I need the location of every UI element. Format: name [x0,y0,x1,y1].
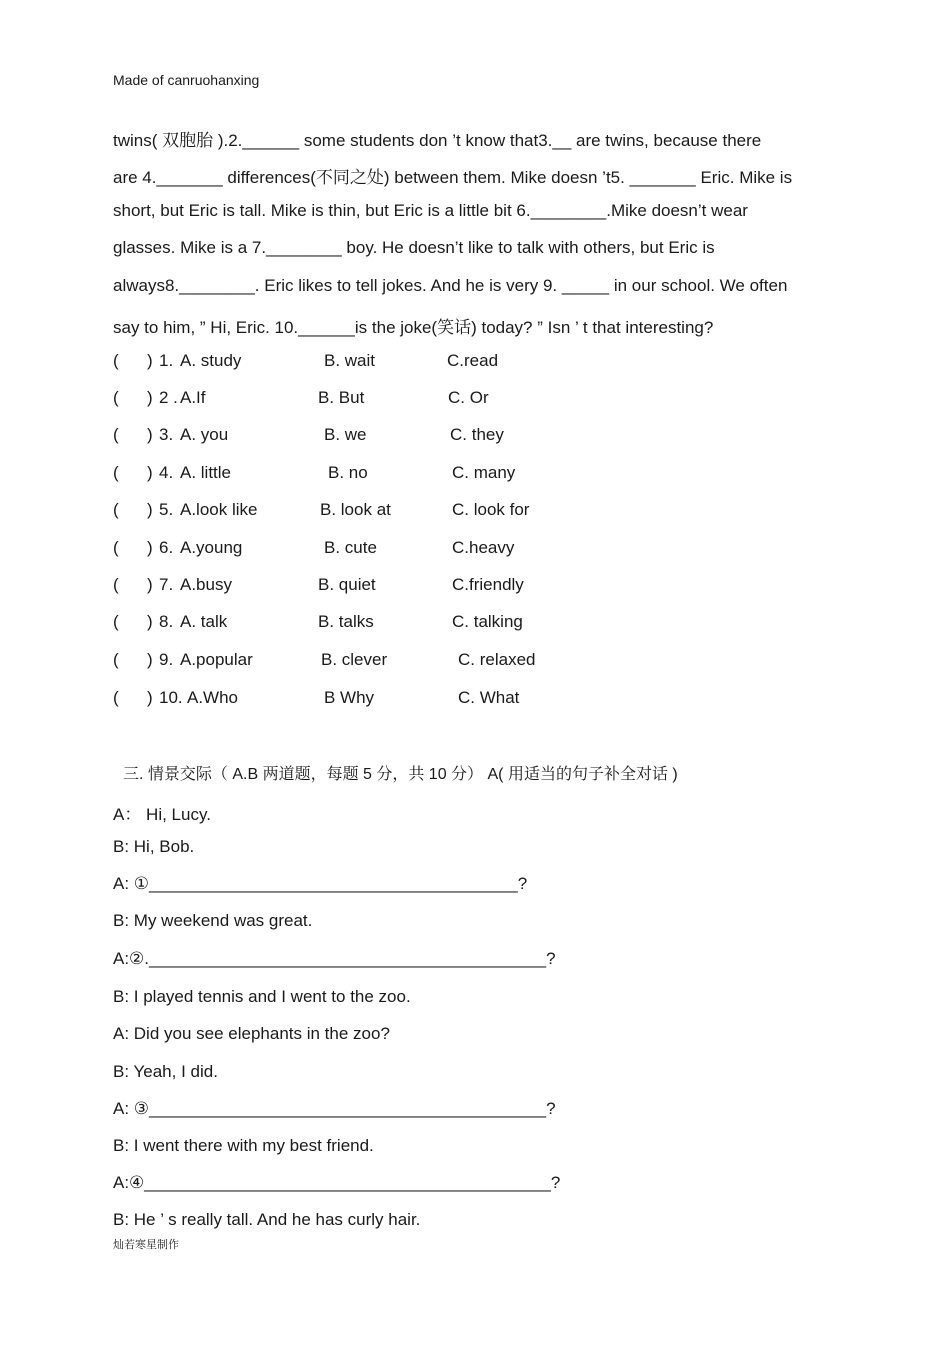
dialogue-line: B: He ’ s really tall. And he has curly hair. [113,1210,421,1229]
option-b: B. clever [321,650,388,669]
answer-paren-open[interactable]: ( [113,688,119,707]
option-a: A.young [180,538,243,557]
answer-paren-close: ) [147,612,153,631]
option-a: A. talk [180,612,228,631]
question-number: 6. [159,538,174,557]
question-number: 10. [159,688,183,707]
dialogue-blank-line[interactable]: A: ①_______________________________________? [113,874,528,893]
option-b: B. quiet [318,575,376,594]
answer-paren-open[interactable]: ( [113,500,119,519]
answer-paren-open[interactable]: ( [113,575,119,594]
option-c: C. What [458,688,520,707]
option-a: A.Who [187,688,239,707]
option-b: B. cute [324,538,377,557]
passage-line: say to him, ” Hi, Eric. 10.______is the joke(笑话) today? ” Isn ’ t that interesting? [113,318,714,337]
answer-paren-open[interactable]: ( [113,612,119,631]
page-footer: 灿若寒星制作 [113,1239,179,1251]
option-c: C.friendly [452,575,524,594]
dialogue-line: B: Yeah, I did. [113,1062,218,1081]
dialogue-line: B: My weekend was great. [113,911,313,930]
question-number: 8. [159,612,174,631]
dialogue-blank-line[interactable]: A:②.__________________________________________? [113,949,556,968]
answer-paren-close: ) [147,351,153,370]
option-c: C. many [452,463,516,482]
option-a: A.If [180,388,206,407]
dialogue-blank-line[interactable]: A: ③__________________________________________? [113,1099,556,1118]
question-number: 9. [159,650,174,669]
passage-line: twins( 双胞胎 ).2.______ some students don ’t know that3.__ are twins, because there [113,131,762,150]
passage-line: are 4._______ differences(不同之处) between them. Mike doesn ’t5. _______ Eric. Mike is [113,168,793,187]
dialogue-line: B: I played tennis and I went to the zoo. [113,987,411,1006]
option-b: B Why [324,688,375,707]
question-number: 7. [159,575,174,594]
answer-paren-close: ) [147,463,153,482]
option-a: A.busy [180,575,232,594]
option-a: A.look like [180,500,258,519]
answer-paren-close: ) [147,500,153,519]
question-number: 4. [159,463,174,482]
passage-line: glasses. Mike is a 7.________ boy. He doesn’t like to talk with others, but Eric is [113,238,715,257]
question-number: 2 . [159,388,178,407]
answer-paren-close: ) [147,538,153,557]
option-c: C.heavy [452,538,515,557]
answer-paren-close: ) [147,688,153,707]
option-b: B. look at [320,500,391,519]
option-a: A. you [180,425,229,444]
answer-paren-open[interactable]: ( [113,463,119,482]
answer-paren-close: ) [147,650,153,669]
option-c: C. talking [452,612,523,631]
option-b: B. no [328,463,368,482]
answer-paren-open[interactable]: ( [113,351,119,370]
passage-line: short, but Eric is tall. Mike is thin, but Eric is a little bit 6.________.Mike doesn’t wear [113,201,748,220]
passage-line: always8.________. Eric likes to tell jokes. And he is very 9. _____ in our school. We often [113,276,788,295]
section-title: 三. 情景交际（ A.B 两道题，每题 5 分，共 10 分） A( 用适当的句子补全对话 ) [123,766,678,783]
answer-paren-open[interactable]: ( [113,650,119,669]
option-a: A.popular [180,650,253,669]
dialogue-line: B: I went there with my best friend. [113,1136,374,1155]
answer-paren-close: ) [147,575,153,594]
option-a: A. study [180,351,242,370]
question-number: 5. [159,500,174,519]
option-c: C.read [447,351,499,370]
option-b: B. But [318,388,365,407]
dialogue-line: A： Hi, Lucy. [113,805,211,824]
answer-paren-open[interactable]: ( [113,425,119,444]
option-a: A. little [180,463,232,482]
option-c: C. Or [448,388,489,407]
dialogue-line: A: Did you see elephants in the zoo? [113,1024,390,1043]
option-b: B. wait [324,351,376,370]
option-c: C. they [450,425,504,444]
answer-paren-open[interactable]: ( [113,388,119,407]
dialogue-line: B: Hi, Bob. [113,837,195,856]
page-header: Made of canruohanxing [113,72,260,88]
option-b: B. talks [318,612,374,631]
question-number: 1. [159,351,174,370]
dialogue-blank-line[interactable]: A:④___________________________________________? [113,1173,561,1192]
answer-paren-close: ) [147,425,153,444]
option-c: C. relaxed [458,650,536,669]
answer-paren-open[interactable]: ( [113,538,119,557]
option-b: B. we [324,425,367,444]
option-c: C. look for [452,500,530,519]
answer-paren-close: ) [147,388,153,407]
question-number: 3. [159,425,174,444]
